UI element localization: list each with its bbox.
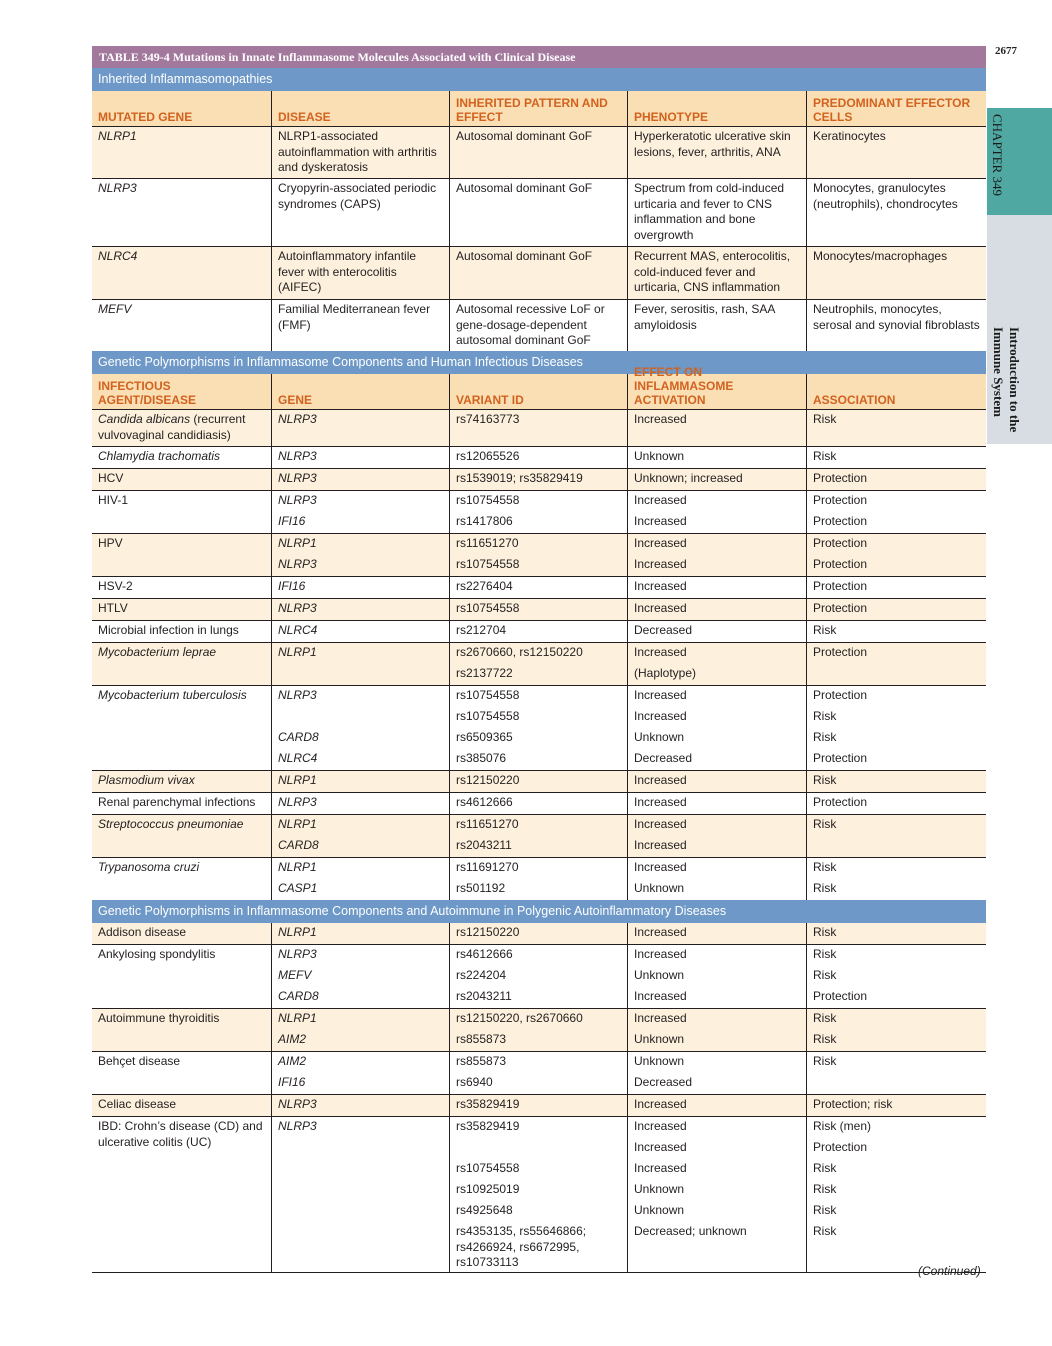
table-row <box>92 468 986 490</box>
table-cell: Streptococcus pneumoniae <box>98 817 244 831</box>
table-cell: Unknown <box>627 966 806 987</box>
table-cell: NLRC4 <box>271 621 449 642</box>
table-row <box>92 879 986 900</box>
table-row <box>92 814 986 836</box>
table-cell <box>271 1138 449 1159</box>
chapter-side-tab <box>987 108 1052 444</box>
column-header: DISEASE <box>271 91 449 126</box>
table-row <box>92 127 986 178</box>
table-row <box>92 1222 986 1272</box>
table-cell: Protection <box>806 643 986 664</box>
table-row <box>92 576 986 598</box>
table-cell: Keratinocytes <box>806 127 986 178</box>
table-cell: Risk <box>806 815 986 836</box>
table-cell: rs11691270 <box>449 858 627 879</box>
table-cell: Risk <box>806 858 986 879</box>
inflammasome-table <box>92 46 986 1273</box>
table-cell: rs12150220, rs2670660 <box>449 1009 627 1030</box>
table-cell: CARD8 <box>271 987 449 1008</box>
table-header <box>92 374 986 410</box>
table-cell <box>92 555 271 576</box>
table-cell: Increased <box>627 410 806 446</box>
table-cell: Increased <box>627 491 806 512</box>
table-cell: Protection <box>806 793 986 814</box>
table-cell: Neutrophils, monocytes, serosal and synovial fibroblasts <box>806 300 986 351</box>
table-cell: MEFV <box>98 302 132 316</box>
table-cell: rs385076 <box>449 749 627 770</box>
table-cell: Risk <box>806 447 986 468</box>
table-row <box>92 512 986 533</box>
table-cell: IFI16 <box>271 577 449 598</box>
table-cell: rs2276404 <box>449 577 627 598</box>
table-cell <box>92 1180 271 1201</box>
table-cell <box>92 836 271 857</box>
table-cell: rs11651270 <box>449 534 627 555</box>
table-row <box>92 246 986 299</box>
table-cell: NLRP3 <box>271 686 449 707</box>
table-cell: Protection <box>806 599 986 620</box>
table-cell: Unknown <box>627 1201 806 1222</box>
column-header: INFLAMMASOME ACTIVATION <box>627 374 806 409</box>
table-cell: Mycobacterium leprae <box>98 645 217 659</box>
table-cell: Increased <box>627 643 806 664</box>
table-cell: NLRP3 <box>271 410 449 446</box>
table-cell: Increased <box>627 858 806 879</box>
table-row <box>92 1051 986 1073</box>
table-cell: NLRP1 <box>98 129 137 143</box>
table-cell <box>92 728 271 749</box>
table-cell: Risk <box>806 879 986 900</box>
table-cell: Protection; risk <box>806 1095 986 1116</box>
table-cell: rs855873 <box>449 1052 627 1073</box>
table-cell: Ankylosing spondylitis <box>98 947 216 961</box>
table-cell: NLRP1-associated autoinflammation with arthritis and dyskeratosis <box>271 127 449 178</box>
table-cell: Increased <box>627 599 806 620</box>
table-cell: Risk <box>806 1201 986 1222</box>
table-cell: NLRP3 <box>271 469 449 490</box>
column-header: PREDOMINANT EFFECTOR CELLS <box>806 91 986 126</box>
table-cell: Risk <box>806 1159 986 1180</box>
table-cell <box>92 664 271 685</box>
table-cell: Monocytes/macrophages <box>806 247 986 299</box>
table-row <box>92 410 986 446</box>
table-row <box>92 836 986 857</box>
table-cell: Protection <box>806 555 986 576</box>
table-cell: Increased <box>627 923 806 944</box>
table-title: TABLE 349-4 Mutations in Innate Inflammasome Molecules Associated with Clinical Disease <box>92 46 986 68</box>
table-cell <box>92 966 271 987</box>
table-cell: NLRP1 <box>271 923 449 944</box>
table-cell: Unknown; increased <box>627 469 806 490</box>
table-cell: rs35829419 <box>449 1095 627 1116</box>
table-cell: rs12150220 <box>449 771 627 792</box>
column-header: PHENOTYPE <box>627 91 806 126</box>
table-cell: Protection <box>806 491 986 512</box>
table-row <box>92 749 986 770</box>
table-cell: Autosomal recessive LoF or gene-dosage-dependent autosomal dominant GoF <box>449 300 627 351</box>
table-cell <box>92 749 271 770</box>
table-header <box>92 91 986 127</box>
table-cell: Increased <box>627 1095 806 1116</box>
table-cell <box>92 1222 271 1272</box>
chapter-label: CHAPTER 349 <box>990 114 1005 196</box>
table-cell: HPV <box>98 536 123 550</box>
table-cell: NLRP1 <box>271 858 449 879</box>
table-cell: Risk <box>806 945 986 966</box>
table-cell: NLRP3 <box>271 1117 449 1138</box>
table-row <box>92 1030 986 1051</box>
table-cell: Autosomal dominant GoF <box>449 247 627 299</box>
table-cell: rs10754558 <box>449 555 627 576</box>
table-cell: AIM2 <box>271 1030 449 1051</box>
table-cell: Decreased <box>627 1073 806 1094</box>
table-cell: Plasmodium vivax <box>98 773 195 787</box>
table-cell: Unknown <box>627 728 806 749</box>
table-cell: Behçet disease <box>98 1054 181 1068</box>
table-cell: rs1539019; rs35829419 <box>449 469 627 490</box>
table-row <box>92 620 986 642</box>
table-cell: Unknown <box>627 1030 806 1051</box>
table-cell: Autosomal dominant GoF <box>449 127 627 178</box>
table-cell: rs212704 <box>449 621 627 642</box>
table-cell: rs4612666 <box>449 945 627 966</box>
table-cell: Increased <box>627 534 806 555</box>
table-cell <box>92 879 271 900</box>
table-cell <box>92 1030 271 1051</box>
table-cell <box>806 1073 986 1094</box>
table-cell: Spectrum from cold-induced urticaria and fever to CNS inflammation and bone overgrowth <box>627 179 806 246</box>
table-cell: Protection <box>806 534 986 555</box>
table-cell: Risk <box>806 728 986 749</box>
table-row <box>92 490 986 512</box>
table-cell: CASP1 <box>271 879 449 900</box>
table-cell: NLRP3 <box>271 793 449 814</box>
chapter-title: Introduction to the Immune System <box>991 327 1022 433</box>
table-row <box>92 1201 986 1222</box>
table-cell <box>271 1159 449 1180</box>
table-cell: NLRC4 <box>271 749 449 770</box>
table-cell: rs10754558 <box>449 707 627 728</box>
column-header: MUTATED GENE <box>98 110 193 124</box>
table-cell: rs10754558 <box>449 686 627 707</box>
table-cell: Mycobacterium tuberculosis <box>98 688 247 702</box>
table-cell: rs12150220 <box>449 923 627 944</box>
table-cell: Unknown <box>627 879 806 900</box>
table-cell <box>271 1201 449 1222</box>
table-row <box>92 533 986 555</box>
table-cell: Unknown <box>627 447 806 468</box>
table-cell <box>806 664 986 685</box>
table-cell: Increased <box>627 1009 806 1030</box>
table-cell: IBD: Crohn’s disease (CD) and ulcerative colitis (UC) <box>98 1119 263 1149</box>
table-cell: rs2670660, rs12150220 <box>449 643 627 664</box>
table-cell: Monocytes, granulocytes (neutrophils), chondrocytes <box>806 179 986 246</box>
table-cell: Autoimmune thyroiditis <box>98 1011 220 1025</box>
table-cell: rs12065526 <box>449 447 627 468</box>
table-row <box>92 664 986 685</box>
table-row <box>92 728 986 749</box>
table-cell: Familial Mediterranean fever (FMF) <box>271 300 449 351</box>
table-cell: rs74163773 <box>449 410 627 446</box>
table-row <box>92 966 986 987</box>
table-cell: Increased <box>627 577 806 598</box>
table-cell: NLRP3 <box>271 599 449 620</box>
table-row <box>92 598 986 620</box>
table-cell: Increased <box>627 987 806 1008</box>
table-cell <box>271 707 449 728</box>
table-cell: rs224204 <box>449 966 627 987</box>
table-cell: Increased <box>627 1159 806 1180</box>
page-number: 2677 <box>995 45 1017 57</box>
table-row <box>92 923 986 944</box>
table-cell: Increased <box>627 945 806 966</box>
section-title: Genetic Polymorphisms in Inflammasome Components and Autoimmune in Polygenic Autoinflammatory Diseases <box>92 900 986 923</box>
table-row <box>92 555 986 576</box>
table-cell: rs10754558 <box>449 491 627 512</box>
table-cell: Microbial infection in lungs <box>98 623 239 637</box>
table-cell: Decreased <box>627 621 806 642</box>
continued-note: (Continued) <box>918 1264 981 1278</box>
table-cell: Increased <box>627 1138 806 1159</box>
table-cell: Risk <box>806 771 986 792</box>
table-cell: Protection <box>806 749 986 770</box>
table-cell: Candida albicans (recurrent vulvovaginal candidiasis) <box>98 412 246 442</box>
table-cell: Risk <box>806 1052 986 1073</box>
table-cell: Hyperkeratotic ulcerative skin lesions, fever, arthritis, ANA <box>627 127 806 178</box>
table-cell: Protection <box>806 577 986 598</box>
table-cell: NLRP1 <box>271 643 449 664</box>
table-cell: CARD8 <box>271 728 449 749</box>
table-row <box>92 857 986 879</box>
table-cell: Decreased <box>627 749 806 770</box>
column-header: VARIANT ID <box>449 374 627 409</box>
table-row <box>92 1180 986 1201</box>
column-header: ASSOCIATION <box>806 374 986 409</box>
table-cell: rs2043211 <box>449 987 627 1008</box>
table-cell: Celiac disease <box>98 1097 177 1111</box>
table-cell: Autoinflammatory infantile fever with enterocolitis (AIFEC) <box>271 247 449 299</box>
table-cell: Addison disease <box>98 925 187 939</box>
table-cell: Risk <box>806 1009 986 1030</box>
table-cell: Fever, serositis, rash, SAA amyloidosis <box>627 300 806 351</box>
table-cell: Increased <box>627 836 806 857</box>
table-cell: NLRP1 <box>271 1009 449 1030</box>
table-cell: AIM2 <box>271 1052 449 1073</box>
table-cell: Risk <box>806 1180 986 1201</box>
table-cell: NLRP1 <box>271 771 449 792</box>
table-cell: Recurrent MAS, enterocolitis, cold-induced fever and urticaria, CNS inflammation <box>627 247 806 299</box>
table-cell: Trypanosoma cruzi <box>98 860 200 874</box>
table-cell <box>92 1201 271 1222</box>
table-cell: rs4612666 <box>449 793 627 814</box>
table-row <box>92 770 986 792</box>
table-row <box>92 1008 986 1030</box>
table-cell: Protection <box>806 512 986 533</box>
column-header: INHERITED PATTERN AND EFFECT <box>449 91 627 126</box>
table-cell: Cryopyrin-associated periodic syndromes (CAPS) <box>271 179 449 246</box>
organism-name: Candida albicans <box>98 412 191 426</box>
column-header: GENE <box>271 374 449 409</box>
table-row <box>92 1073 986 1094</box>
table-cell: IFI16 <box>271 512 449 533</box>
column-header: INFECTIOUS AGENT/DISEASE <box>98 379 197 407</box>
table-cell: (Haplotype) <box>627 664 806 685</box>
table-cell: NLRP3 <box>271 491 449 512</box>
table-cell: rs10925019 <box>449 1180 627 1201</box>
table-cell: NLRC4 <box>98 249 138 263</box>
table-cell <box>92 1159 271 1180</box>
table-cell: rs2137722 <box>449 664 627 685</box>
section-title: Genetic Polymorphisms in Inflammasome Components and Human Infectious Diseases <box>92 351 986 374</box>
table-cell <box>271 664 449 685</box>
table-cell: rs35829419 <box>449 1117 627 1138</box>
table-cell: Risk (men) <box>806 1117 986 1138</box>
table-cell: Protection <box>806 1138 986 1159</box>
table-cell: Risk <box>806 1222 986 1272</box>
table-row <box>92 642 986 664</box>
table-row <box>92 944 986 966</box>
table-cell: Autosomal dominant GoF <box>449 179 627 246</box>
table-cell: NLRP3 <box>271 555 449 576</box>
table-row <box>92 685 986 707</box>
table-cell: Increased <box>627 555 806 576</box>
table-cell: NLRP3 <box>271 447 449 468</box>
table-cell: rs855873 <box>449 1030 627 1051</box>
table-cell <box>92 1138 271 1159</box>
table-cell <box>92 1073 271 1094</box>
table-cell: MEFV <box>271 966 449 987</box>
table-cell <box>271 1222 449 1272</box>
table-cell: HCV <box>98 471 124 485</box>
table-row <box>92 987 986 1008</box>
table-cell: Risk <box>806 1030 986 1051</box>
table-cell: Renal parenchymal infections <box>98 795 256 809</box>
table-cell: rs501192 <box>449 879 627 900</box>
table-cell: CARD8 <box>271 836 449 857</box>
table-row <box>92 299 986 351</box>
table-cell: rs4925648 <box>449 1201 627 1222</box>
table-cell <box>92 512 271 533</box>
table-cell: Risk <box>806 621 986 642</box>
table-cell: Protection <box>806 686 986 707</box>
table-cell: rs2043211 <box>449 836 627 857</box>
table-cell: Increased <box>627 793 806 814</box>
table-cell: Unknown <box>627 1052 806 1073</box>
table-row <box>92 178 986 246</box>
table-cell <box>92 987 271 1008</box>
table-cell: rs6509365 <box>449 728 627 749</box>
table-cell: rs4353135, rs55646866; rs4266924, rs6672995, rs10733113 <box>449 1222 627 1272</box>
table-cell: Unknown <box>627 1180 806 1201</box>
table-cell: NLRP3 <box>98 181 137 195</box>
table-cell: HIV-1 <box>98 493 129 507</box>
section-title: Inherited Inflammasomopathies <box>92 68 986 91</box>
table-cell: Increased <box>627 686 806 707</box>
table-cell: NLRP1 <box>271 534 449 555</box>
table-cell <box>806 836 986 857</box>
table-cell: HSV-2 <box>98 579 133 593</box>
table-cell: Risk <box>806 923 986 944</box>
table-cell <box>449 1138 627 1159</box>
table-cell: NLRP3 <box>271 1095 449 1116</box>
table-cell: rs1417806 <box>449 512 627 533</box>
table-row <box>92 792 986 814</box>
table-cell: NLRP1 <box>271 815 449 836</box>
table-bottom-rule <box>92 1272 986 1273</box>
table-cell: Chlamydia trachomatis <box>98 449 221 463</box>
table-cell: Protection <box>806 987 986 1008</box>
table-cell: Increased <box>627 512 806 533</box>
table-cell: rs11651270 <box>449 815 627 836</box>
table-cell: Decreased; unknown <box>627 1222 806 1272</box>
table-row <box>92 1094 986 1116</box>
table-cell: NLRP3 <box>271 945 449 966</box>
table-cell: Increased <box>627 707 806 728</box>
table-cell: Increased <box>627 815 806 836</box>
table-row <box>92 446 986 468</box>
table-cell: Risk <box>806 966 986 987</box>
table-cell: Protection <box>806 469 986 490</box>
table-cell: HTLV <box>98 601 128 615</box>
table-cell: Risk <box>806 410 986 446</box>
table-row <box>92 1138 986 1159</box>
table-cell: Increased <box>627 771 806 792</box>
table-cell: rs10754558 <box>449 599 627 620</box>
table-cell: rs10754558 <box>449 1159 627 1180</box>
table-row <box>92 707 986 728</box>
table-cell: IFI16 <box>271 1073 449 1094</box>
table-cell <box>271 1180 449 1201</box>
table-cell: Increased <box>627 1117 806 1138</box>
table-cell: Risk <box>806 707 986 728</box>
table-cell <box>92 707 271 728</box>
table-row <box>92 1159 986 1180</box>
table-cell: rs6940 <box>449 1073 627 1094</box>
